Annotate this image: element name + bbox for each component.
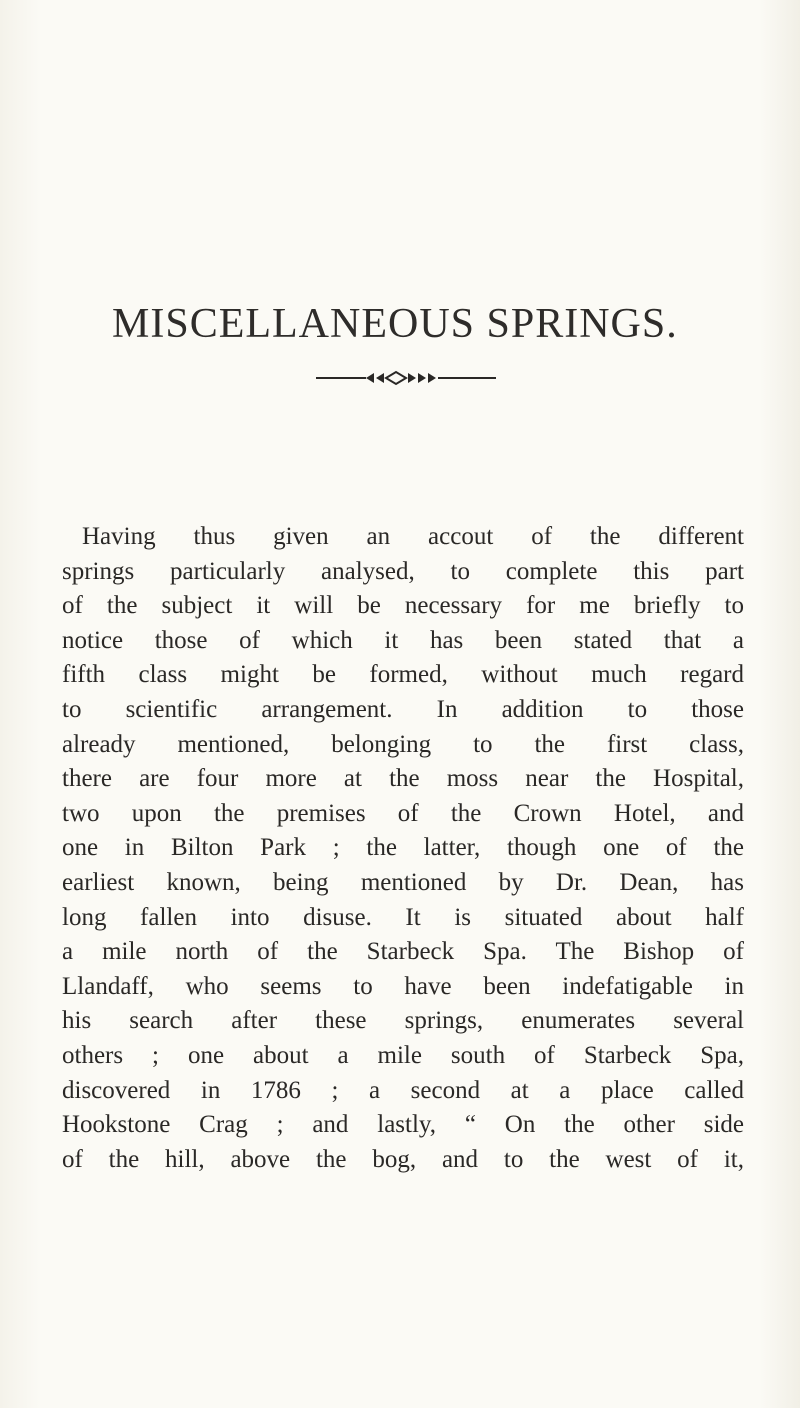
text-line: Hookstone Crag ; and lastly, “ On the other side [62,1111,744,1139]
body-paragraph [62,520,744,1177]
text-line: springs particularly analysed, to complete this part [62,557,744,585]
text-line: Having thus given an accout of the different [82,523,744,550]
text-line: to scientific arrangement. In addition to those [62,695,744,723]
page-title: MISCELLANEOUS SPRINGS. [112,301,678,347]
text-line: there are four more at the moss near the Hospital, [62,765,744,793]
text-line: earliest known, being mentioned by Dr. Dean, has [62,868,744,896]
text-line: his search after these springs, enumerates several [62,1007,744,1035]
decorative-rule-ornament-icon [316,368,496,388]
text-line: of the subject it will be necessary for me briefly to [62,592,744,620]
text-line: others ; one about a mile south of Starbeck Spa, [62,1041,744,1069]
text-line: of the hill, above the bog, and to the west of it, [62,1145,744,1173]
text-line: already mentioned, belonging to the first class, [62,730,744,758]
text-line: one in Bilton Park ; the latter, though one of the [62,834,744,862]
text-line: long fallen into disuse. It is situated about half [62,903,744,931]
text-line: notice those of which it has been stated that a [62,626,744,654]
text-line: Llandaff, who seems to have been indefatigable in [62,972,744,1000]
text-line: a mile north of the Starbeck Spa. The Bishop of [62,938,744,966]
text-line: discovered in 1786 ; a second at a place called [62,1076,744,1104]
text-line: fifth class might be formed, without much regard [62,661,744,689]
text-line: two upon the premises of the Crown Hotel, and [62,799,744,827]
